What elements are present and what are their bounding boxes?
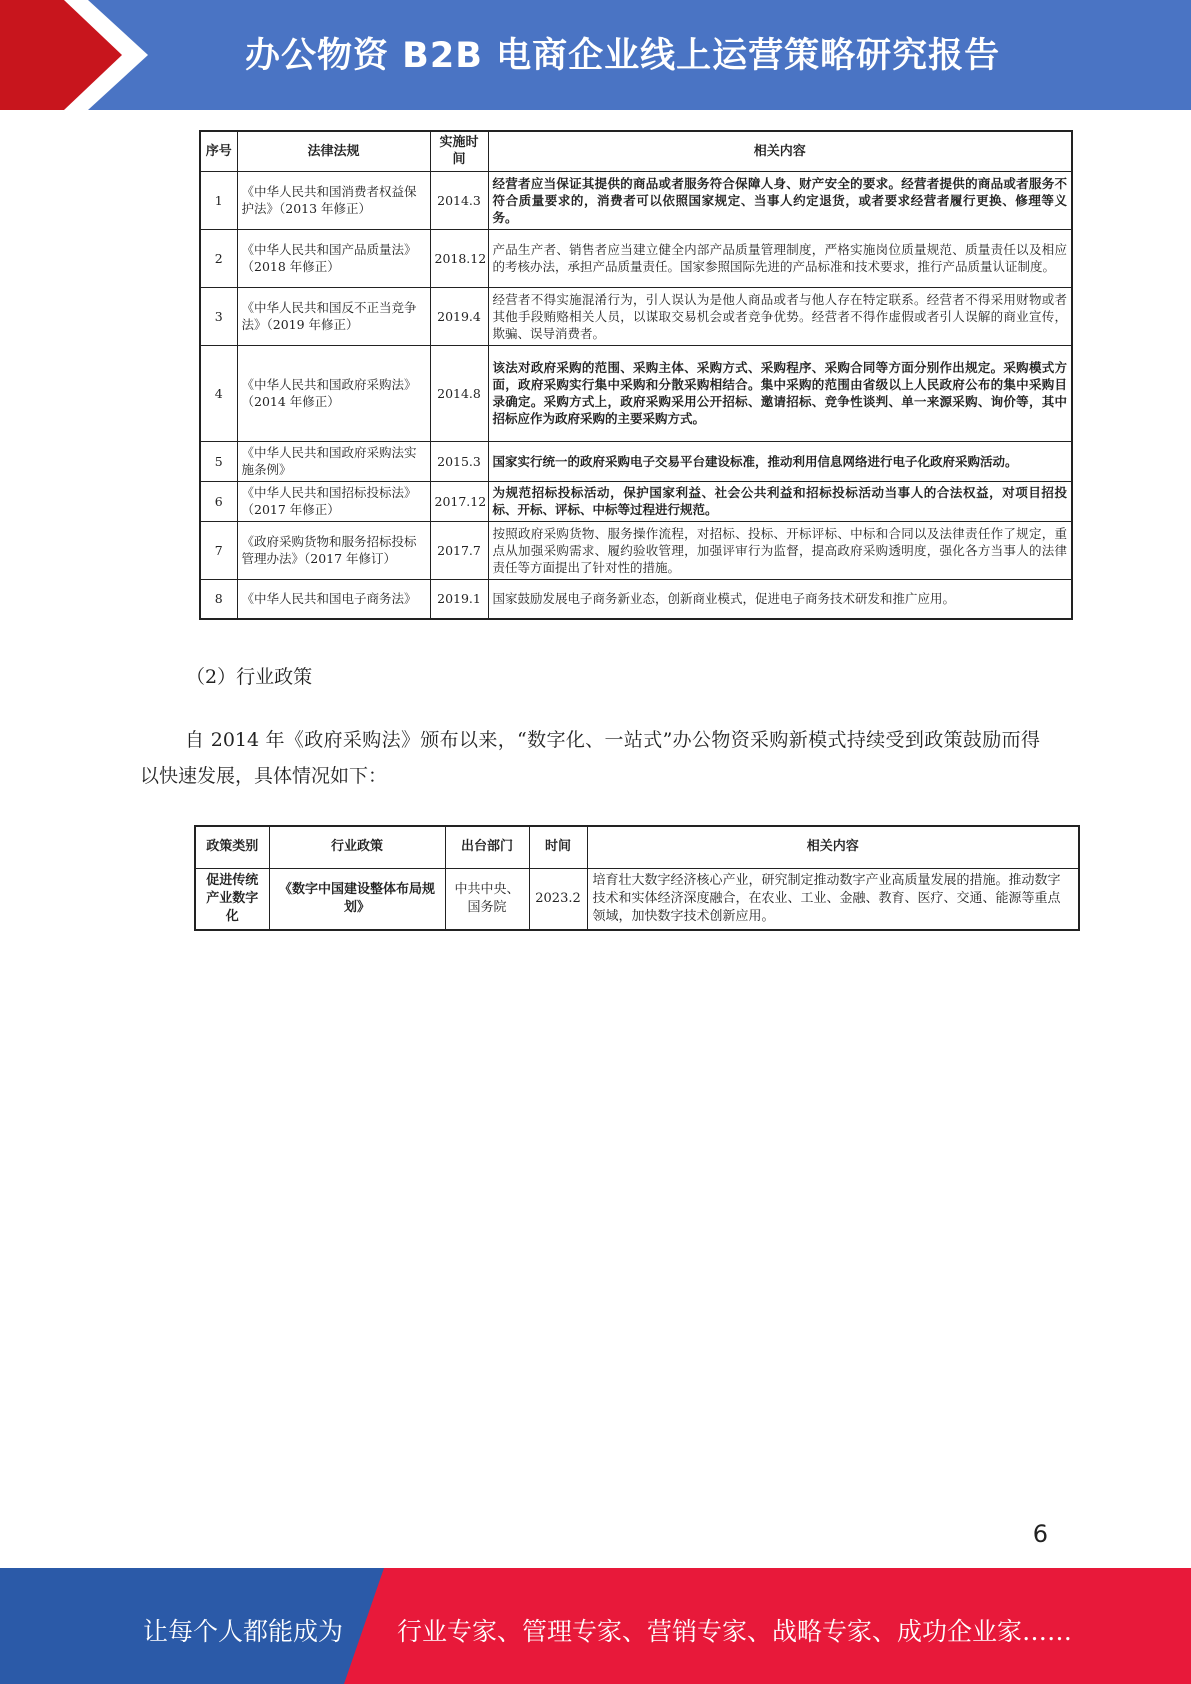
table-row [195, 868, 1079, 930]
policy-category: 促进传统产业数字化 [195, 868, 269, 930]
row-number: 2 [200, 229, 237, 287]
footer-slogan-right: 行业专家、管理专家、营销专家、战略专家、成功企业家…… [397, 1617, 1073, 1646]
industry-policy-table [194, 825, 1080, 931]
table-row [200, 287, 1072, 345]
section-heading: （2）行业政策 [186, 666, 313, 688]
law-name: 《中华人民共和国招标投标法》（2017 年修正） [237, 481, 430, 521]
law-name: 《中华人民共和国电子商务法》 [237, 579, 430, 619]
column-header-content: 相关内容 [488, 131, 1072, 171]
implementation-date: 2019.4 [430, 287, 488, 345]
table-row [200, 229, 1072, 287]
column-header-date: 时间 [529, 826, 587, 868]
related-content: 经营者应当保证其提供的商品或者服务符合保障人身、财产安全的要求。经营者提供的商品或者服务不符合质量要求的，消费者可以依照国家规定、当事人约定退货，或者要求经营者履行更换、修理等义务。 [488, 171, 1072, 229]
column-header-category: 政策类别 [195, 826, 269, 868]
issuing-department: 中共中央、国务院 [445, 868, 529, 930]
page-header [0, 0, 1191, 110]
related-content: 按照政府采购货物、服务操作流程，对招标、投标、开标评标、中标和合同以及法律责任作了规定，重点从加强采购需求、履约验收管理，加强评审行为监督，提高政府采购透明度，强化各方当事人的法律责任等方面提出了针对性的措施。 [488, 521, 1072, 579]
row-number: 6 [200, 481, 237, 521]
table-header-row [200, 131, 1072, 171]
implementation-date: 2017.12 [430, 481, 488, 521]
law-name: 《中华人民共和国产品质量法》（2018 年修正） [237, 229, 430, 287]
table-row [200, 481, 1072, 521]
law-name: 《中华人民共和国反不正当竞争法》（2019 年修正） [237, 287, 430, 345]
table-row [200, 171, 1072, 229]
related-content: 培育壮大数字经济核心产业，研究制定推动数字产业高质量发展的措施。推动数字技术和实体经济深度融合，在农业、工业、金融、教育、医疗、交通、能源等重点领域，加快数字技术创新应用。 [587, 868, 1079, 930]
row-number: 7 [200, 521, 237, 579]
row-number: 4 [200, 345, 237, 441]
implementation-date: 2017.7 [430, 521, 488, 579]
implementation-date: 2014.3 [430, 171, 488, 229]
related-content: 该法对政府采购的范围、采购主体、采购方式、采购程序、采购合同等方面分别作出规定。采购模式方面，政府采购实行集中采购和分散采购相结合。集中采购的范围由省级以上人民政府公布的集中采购目录确定。采购方式上，政府采购采用公开招标、邀请招标、竞争性谈判、单一来源采购、询价等，其中招标应作为政府采购的主要采购方式。 [488, 345, 1072, 441]
table-row [200, 441, 1072, 481]
row-number: 8 [200, 579, 237, 619]
row-number: 3 [200, 287, 237, 345]
column-header-law: 法律法规 [237, 131, 430, 171]
implementation-date: 2018.12 [430, 229, 488, 287]
table-row [200, 521, 1072, 579]
page-footer [0, 1568, 1191, 1684]
table-row [200, 345, 1072, 441]
table-header-row [195, 826, 1079, 868]
law-name: 《中华人民共和国政府采购法》（2014 年修正） [237, 345, 430, 441]
law-name: 《中华人民共和国消费者权益保护法》（2013 年修正） [237, 171, 430, 229]
law-name: 《政府采购货物和服务招标投标管理办法》（2017 年修订） [237, 521, 430, 579]
column-header-department: 出台部门 [445, 826, 529, 868]
policy-date: 2023.2 [529, 868, 587, 930]
implementation-date: 2014.8 [430, 345, 488, 441]
laws-regulations-table [199, 130, 1073, 620]
column-header-policy: 行业政策 [269, 826, 445, 868]
related-content: 国家实行统一的政府采购电子交易平台建设标准，推动利用信息网络进行电子化政府采购活动。 [488, 441, 1072, 481]
column-header-content: 相关内容 [587, 826, 1079, 868]
column-header-date: 实施时间 [430, 131, 488, 171]
implementation-date: 2015.3 [430, 441, 488, 481]
policy-name: 《数字中国建设整体布局规划》 [269, 868, 445, 930]
related-content: 产品生产者、销售者应当建立健全内部产品质量管理制度，严格实施岗位质量规范、质量责任以及相应的考核办法，承担产品质量责任。国家参照国际先进的产品标准和技术要求，推行产品质量认证制度。 [488, 229, 1072, 287]
row-number: 5 [200, 441, 237, 481]
column-header-number: 序号 [200, 131, 237, 171]
table-row [200, 579, 1072, 619]
footer-slogan-left: 让每个人都能成为 [143, 1617, 344, 1646]
page-number: 6 [1032, 1520, 1048, 1548]
law-name: 《中华人民共和国政府采购法实施条例》 [237, 441, 430, 481]
implementation-date: 2019.1 [430, 579, 488, 619]
body-paragraph: 自 2014 年《政府采购法》颁布以来，“数字化、一站式”办公物资采购新模式持续受到政策鼓励而得以快速发展，具体情况如下： [140, 729, 1040, 787]
report-title: 办公物资 B2B 电商企业线上运营策略研究报告 [245, 36, 1001, 76]
related-content: 国家鼓励发展电子商务新业态，创新商业模式，促进电子商务技术研发和推广应用。 [488, 579, 1072, 619]
related-content: 为规范招标投标活动，保护国家利益、社会公共利益和招标投标活动当事人的合法权益，对项目招投标、开标、评标、中标等过程进行规范。 [488, 481, 1072, 521]
row-number: 1 [200, 171, 237, 229]
related-content: 经营者不得实施混淆行为，引人误认为是他人商品或者与他人存在特定联系。经营者不得采用财物或者其他手段贿赂相关人员，以谋取交易机会或者竞争优势。经营者不得作虚假或者引人误解的商业宣传，欺骗、误导消费者。 [488, 287, 1072, 345]
